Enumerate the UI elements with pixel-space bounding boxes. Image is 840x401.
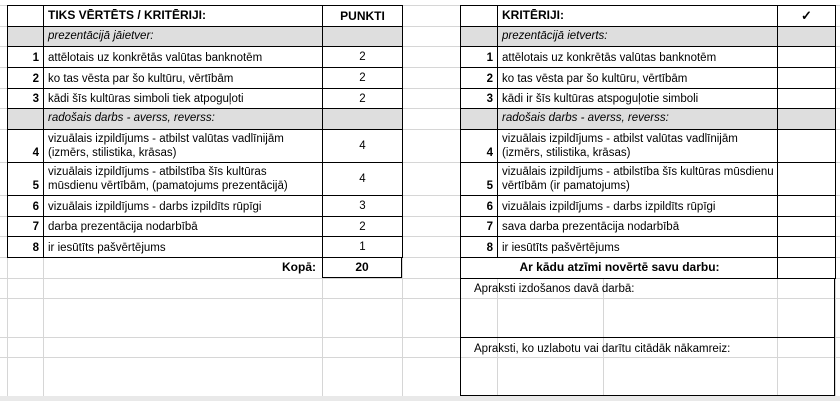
check-cell[interactable] <box>778 89 836 109</box>
row-number-cell[interactable]: 4 <box>461 130 498 163</box>
table-row <box>8 6 403 27</box>
points-cell[interactable]: 3 <box>323 196 403 217</box>
criteria-text-cell[interactable]: vizuālais izpildījums - atbilstība šīs kultūras mūsdienu vērtībām, (pamatojums prezentācijā) <box>44 163 323 196</box>
section-num-cell[interactable] <box>461 109 498 130</box>
check-cell[interactable] <box>778 163 836 196</box>
table-row <box>461 47 836 68</box>
criteria-text-cell[interactable]: vizuālais izpildījums - atbilst valūtas vadlīnijām (izmērs, stilistika, krāsas) <box>498 130 778 163</box>
section-check-cell[interactable] <box>778 109 836 130</box>
row-number-cell[interactable]: 6 <box>461 196 498 217</box>
row-number-cell[interactable]: 6 <box>8 196 44 217</box>
table-row <box>8 163 403 196</box>
criteria-text-cell[interactable]: ko tas vēsta par šo kultūru, vērtībām <box>498 68 778 89</box>
criteria-text-cell[interactable]: vizuālais izpildījums - atbilst valūtas vadlīnijām (izmērs, stilistika, krāsas) <box>44 130 323 163</box>
check-icon: ✓ <box>801 8 812 23</box>
row-number-cell[interactable]: 3 <box>8 89 44 109</box>
criteria-text-cell[interactable]: attēlotais uz konkrētās valūtas banknotēm <box>44 47 323 68</box>
row-number-cell[interactable]: 5 <box>8 163 44 196</box>
table-row <box>461 6 836 27</box>
row-number-cell[interactable]: 4 <box>8 130 44 163</box>
criteria-text-cell[interactable]: sava darba prezentācija nodarbībā <box>498 217 778 237</box>
section-num-cell[interactable] <box>461 27 498 47</box>
header-points-cell[interactable]: PUNKTI <box>323 6 403 27</box>
points-cell[interactable]: 1 <box>323 237 403 258</box>
criteria-text-cell[interactable]: vizuālais izpildījums - atbilstība šīs kultūras mūsdienu vērtībām (ir pamatojums) <box>498 163 778 196</box>
kopa-label-cell[interactable]: Kopā: <box>282 260 316 274</box>
prompt-improve-label: Apraksti, ko uzlabotu vai darītu citādāk nākamreiz: <box>474 343 731 355</box>
table-row <box>8 217 403 237</box>
row-number-cell[interactable]: 1 <box>8 47 44 68</box>
criteria-text-cell[interactable]: vizuālais izpildījums - darbs izpildīts rūpīgi <box>44 196 323 217</box>
row-number-cell[interactable]: 7 <box>461 217 498 237</box>
grade-value-cell[interactable] <box>778 258 836 279</box>
table-row <box>461 130 836 163</box>
kopa-total-cell[interactable]: 20 <box>322 257 402 278</box>
criteria-text-cell[interactable]: ir iesūtīts pašvērtējums <box>498 237 778 258</box>
check-cell[interactable] <box>778 217 836 237</box>
prompt-success-label: Apraksti izdošanos davā darbā: <box>474 283 635 295</box>
check-cell[interactable] <box>778 68 836 89</box>
points-cell[interactable]: 4 <box>323 130 403 163</box>
criteria-text-cell[interactable]: ir iesūtīts pašvērtējums <box>44 237 323 258</box>
check-cell[interactable] <box>778 196 836 217</box>
section-header-cell[interactable]: prezentācijā ietverts: <box>498 27 778 47</box>
left-criteria-table <box>7 5 403 258</box>
prompt-box-success[interactable] <box>460 278 835 337</box>
row-number-cell[interactable]: 1 <box>461 47 498 68</box>
section-header-cell[interactable]: radošais darbs - averss, reverss: <box>498 109 778 130</box>
table-row <box>8 130 403 163</box>
right-criteria-table <box>460 5 836 279</box>
corner-cell[interactable] <box>8 6 44 27</box>
section-header-cell[interactable]: prezentācijā jāietver: <box>44 27 323 47</box>
criteria-text-cell[interactable]: kādi šīs kultūras simboli tiek atpoguļoti <box>44 89 323 109</box>
table-row <box>461 89 836 109</box>
grade-row <box>461 258 836 279</box>
points-cell[interactable]: 2 <box>323 217 403 237</box>
section-row <box>461 109 836 130</box>
table-row <box>461 217 836 237</box>
section-points-cell[interactable] <box>323 27 403 47</box>
section-points-cell[interactable] <box>323 109 403 130</box>
criteria-text-cell[interactable]: attēlotais uz konkrētās valūtas banknotēm <box>498 47 778 68</box>
criteria-text-cell[interactable]: kādi ir šīs kultūras atspoguļotie simboli <box>498 89 778 109</box>
section-header-cell[interactable]: radošais darbs - averss, reverss: <box>44 109 323 130</box>
row-number-cell[interactable]: 2 <box>8 68 44 89</box>
section-check-cell[interactable] <box>778 27 836 47</box>
points-cell[interactable]: 2 <box>323 89 403 109</box>
table-row <box>8 89 403 109</box>
criteria-text-cell[interactable]: ko tas vēsta par šo kultūru, vērtībām <box>44 68 323 89</box>
table-row <box>8 47 403 68</box>
table-row <box>8 68 403 89</box>
row-number-cell[interactable]: 3 <box>461 89 498 109</box>
section-num-cell[interactable] <box>8 109 44 130</box>
sheet-edge <box>0 396 840 401</box>
row-number-cell[interactable]: 8 <box>8 237 44 258</box>
table-row <box>461 68 836 89</box>
row-number-cell[interactable]: 2 <box>461 68 498 89</box>
grade-label-cell[interactable]: Ar kādu atzīmi novērtē savu darbu: <box>461 258 778 279</box>
section-row <box>461 27 836 47</box>
row-number-cell[interactable]: 8 <box>461 237 498 258</box>
criteria-text-cell[interactable]: darba prezentācija nodarbībā <box>44 217 323 237</box>
header-criteria-cell[interactable]: KRITĒRIJI: <box>498 6 778 27</box>
section-row <box>8 27 403 47</box>
points-cell[interactable]: 2 <box>323 47 403 68</box>
table-row <box>461 237 836 258</box>
header-criteria-cell[interactable]: TIKS VĒRTĒTS / KRITĒRIJI: <box>44 6 323 27</box>
check-column-header[interactable] <box>778 6 836 27</box>
check-cell[interactable] <box>778 47 836 68</box>
table-row <box>461 196 836 217</box>
row-number-cell[interactable]: 5 <box>461 163 498 196</box>
points-cell[interactable]: 4 <box>323 163 403 196</box>
section-row <box>8 109 403 130</box>
corner-cell[interactable] <box>461 6 498 27</box>
check-cell[interactable] <box>778 130 836 163</box>
table-row <box>8 196 403 217</box>
check-cell[interactable] <box>778 237 836 258</box>
row-number-cell[interactable]: 7 <box>8 217 44 237</box>
section-num-cell[interactable] <box>8 27 44 47</box>
points-cell[interactable]: 2 <box>323 68 403 89</box>
table-row <box>461 163 836 196</box>
prompt-box-improve[interactable] <box>460 337 835 396</box>
criteria-text-cell[interactable]: vizuālais izpildījums - darbs izpildīts rūpīgi <box>498 196 778 217</box>
table-row <box>8 237 403 258</box>
